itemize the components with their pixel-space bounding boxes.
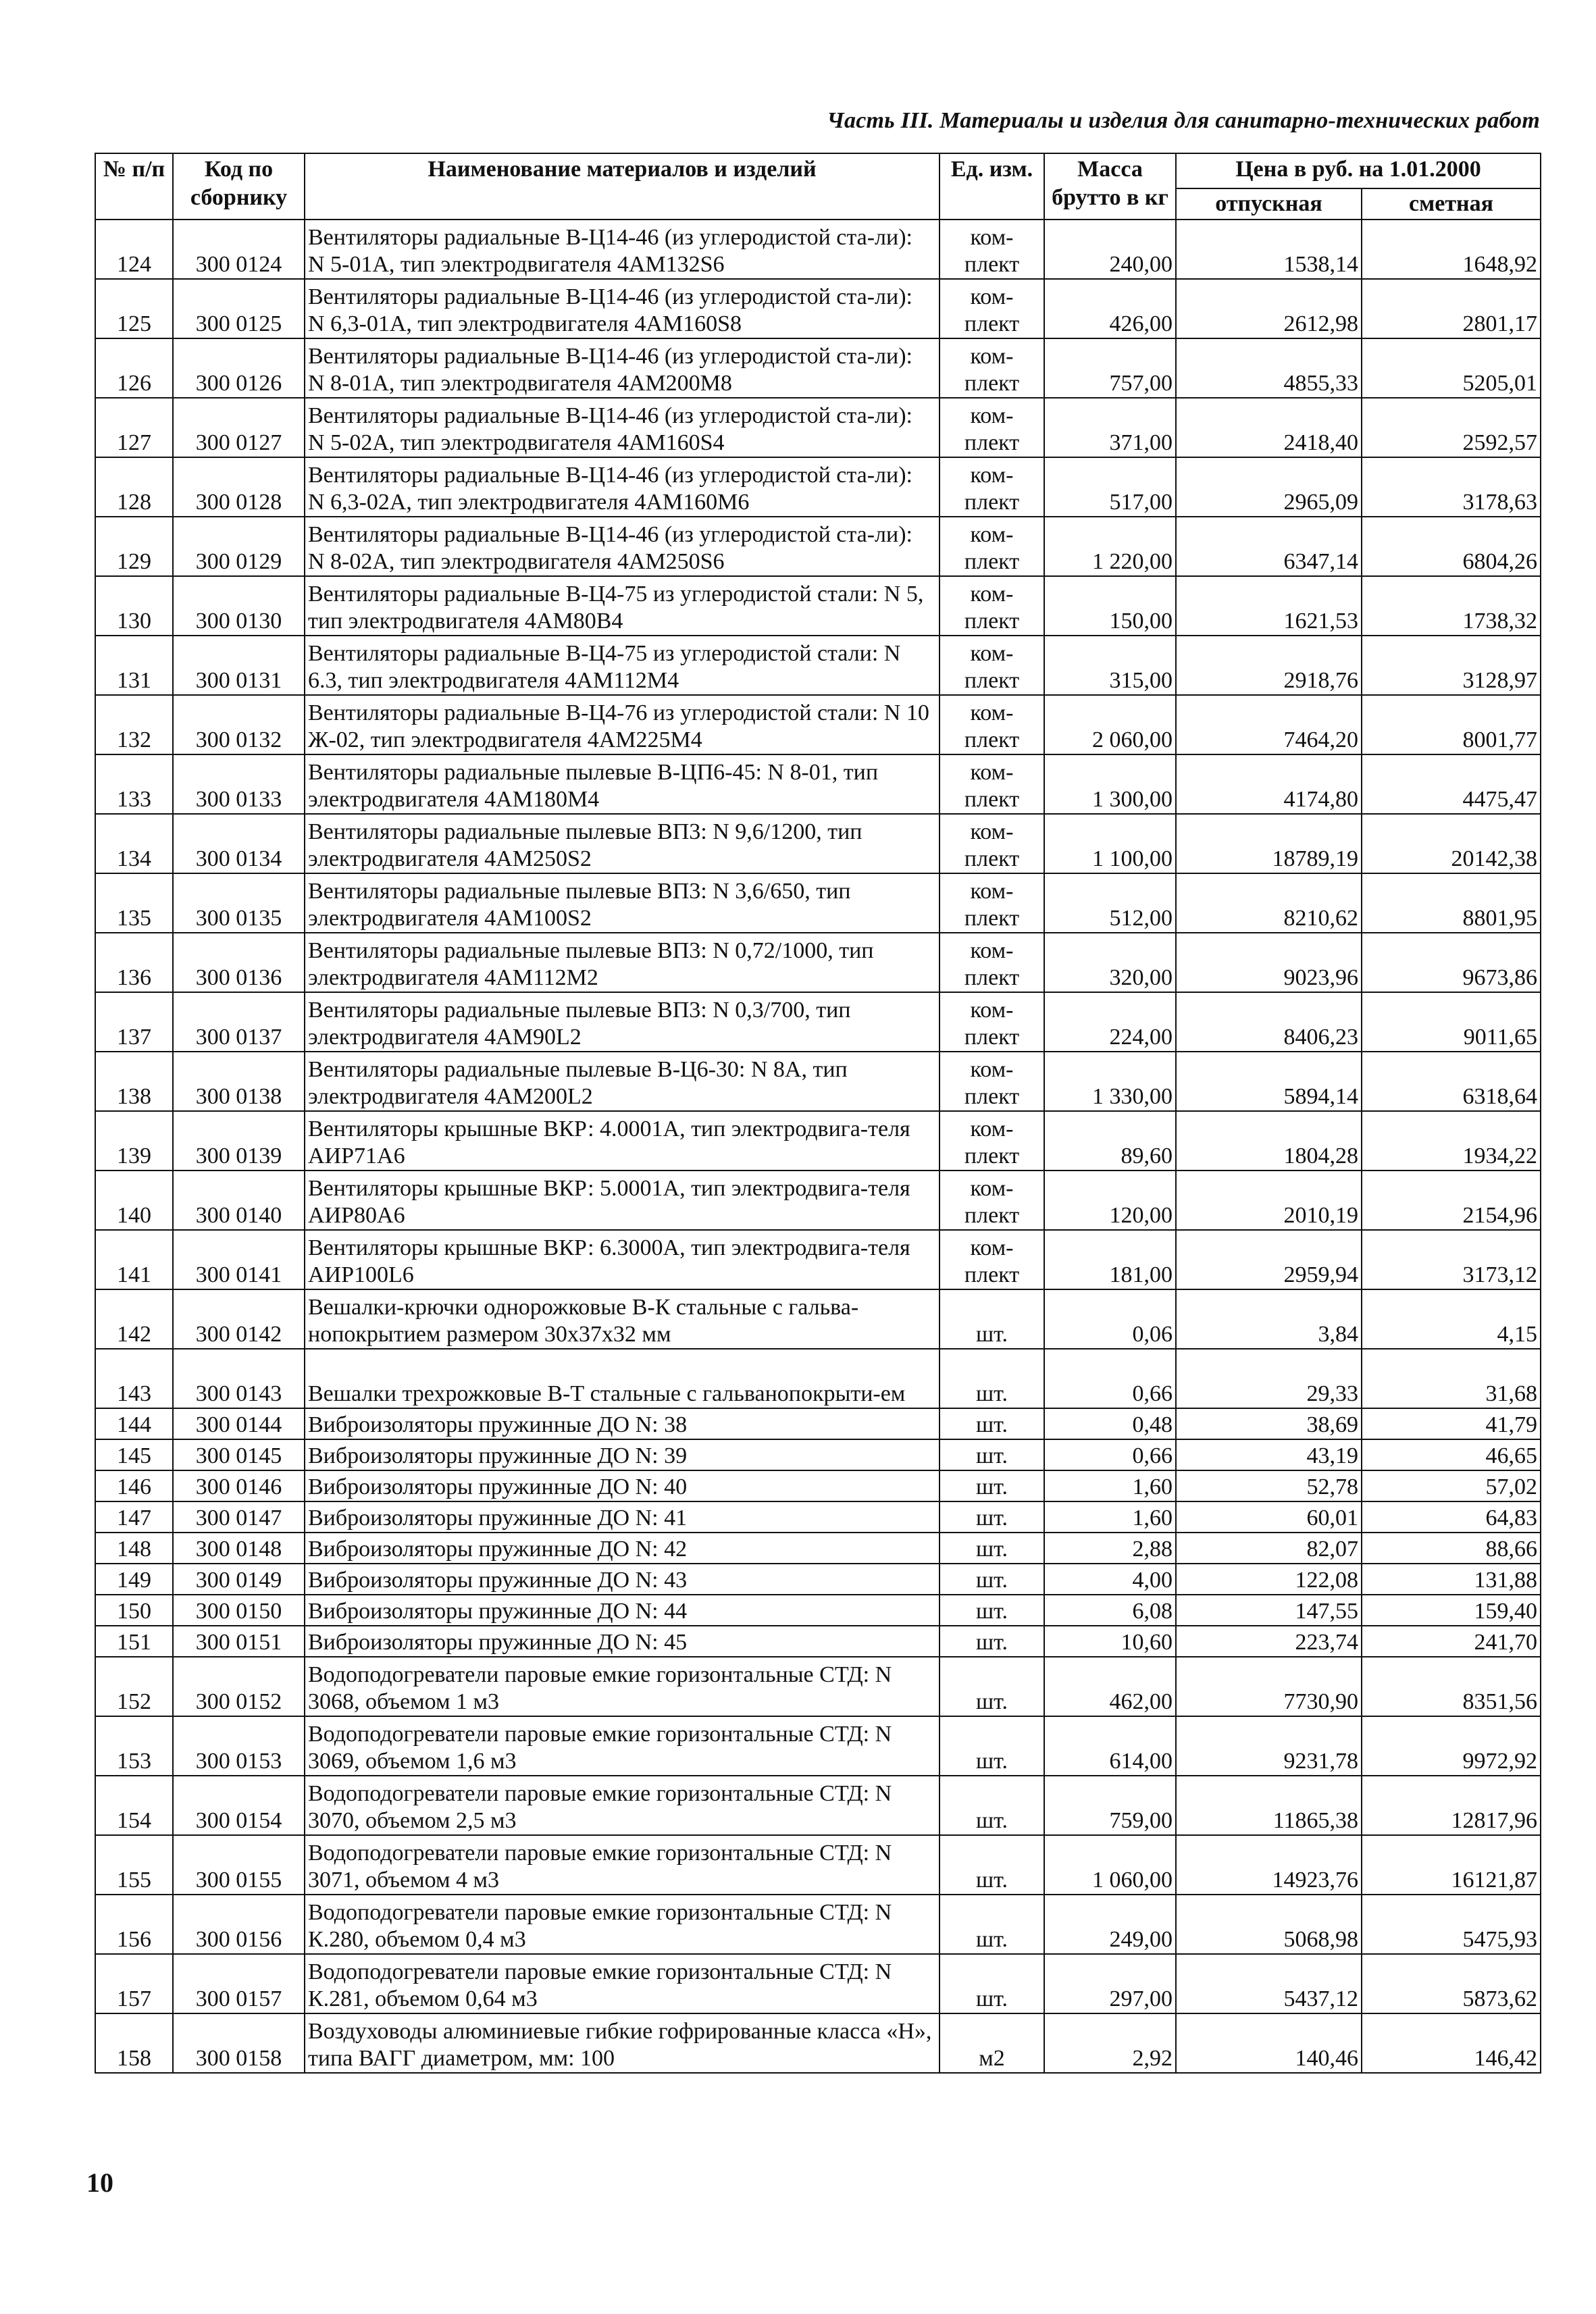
- row-price-release: 2418,40: [1176, 398, 1362, 457]
- row-unit: м2: [939, 2013, 1044, 2073]
- table-row: [95, 1501, 1541, 1533]
- row-mass: 240,00: [1044, 220, 1176, 279]
- row-name: Виброизоляторы пружинные ДО N: 41: [305, 1501, 939, 1533]
- header-name: Наименование материалов и изделий: [305, 153, 939, 220]
- row-price-estimate: 64,83: [1362, 1501, 1541, 1533]
- row-price-release: 2010,19: [1176, 1171, 1362, 1230]
- row-code: 300 0138: [173, 1052, 305, 1111]
- row-price-release: 5894,14: [1176, 1052, 1362, 1111]
- row-name: Виброизоляторы пружинные ДО N: 39: [305, 1439, 939, 1470]
- table-row: [95, 1171, 1541, 1230]
- row-code: 300 0134: [173, 814, 305, 873]
- row-price-release: 223,74: [1176, 1626, 1362, 1657]
- row-price-release: 5068,98: [1176, 1895, 1362, 1954]
- table-row: [95, 1564, 1541, 1595]
- table-row: [95, 1657, 1541, 1716]
- row-price-release: 5437,12: [1176, 1954, 1362, 2013]
- row-price-estimate: 5475,93: [1362, 1895, 1541, 1954]
- row-unit: шт.: [939, 1289, 1044, 1349]
- row-price-release: 147,55: [1176, 1595, 1362, 1626]
- row-mass: 1 220,00: [1044, 517, 1176, 576]
- row-code: 300 0124: [173, 220, 305, 279]
- row-price-estimate: 9673,86: [1362, 933, 1541, 992]
- row-number: 128: [95, 457, 173, 517]
- row-price-estimate: 8801,95: [1362, 873, 1541, 933]
- header-code: Код по сборнику: [173, 153, 305, 220]
- row-name: Водоподогреватели паровые емкие горизонтальные СТД: N 3069, объемом 1,6 м3: [305, 1716, 939, 1776]
- header-price-estimate: сметная: [1362, 188, 1541, 220]
- header-mass: Масса брутто в кг: [1044, 153, 1176, 220]
- row-code: 300 0150: [173, 1595, 305, 1626]
- row-name: Виброизоляторы пружинные ДО N: 43: [305, 1564, 939, 1595]
- row-code: 300 0154: [173, 1776, 305, 1835]
- row-mass: 120,00: [1044, 1171, 1176, 1230]
- row-code: 300 0145: [173, 1439, 305, 1470]
- row-price-estimate: 1934,22: [1362, 1111, 1541, 1171]
- row-code: 300 0143: [173, 1349, 305, 1408]
- row-code: 300 0128: [173, 457, 305, 517]
- row-unit: шт.: [939, 1716, 1044, 1776]
- row-unit: шт.: [939, 1470, 1044, 1501]
- row-name: Вентиляторы радиальные пылевые ВП3: N 0,3/700, тип электродвигателя 4АМ90L2: [305, 992, 939, 1052]
- header-price: Цена в руб. на 1.01.2000: [1176, 153, 1541, 188]
- row-unit: ком-плект: [939, 754, 1044, 814]
- row-unit: ком-плект: [939, 220, 1044, 279]
- row-number: 127: [95, 398, 173, 457]
- row-number: 130: [95, 576, 173, 636]
- row-unit: ком-плект: [939, 398, 1044, 457]
- row-unit: ком-плект: [939, 1230, 1044, 1289]
- row-mass: 1 100,00: [1044, 814, 1176, 873]
- row-code: 300 0139: [173, 1111, 305, 1171]
- row-price-release: 38,69: [1176, 1408, 1362, 1439]
- row-number: 133: [95, 754, 173, 814]
- row-number: 132: [95, 695, 173, 754]
- row-number: 131: [95, 636, 173, 695]
- materials-table: [95, 153, 1541, 2074]
- row-name: Вешалки-крючки однорожковые В-К стальные с гальва-нопокрытием размером 30х37х32 мм: [305, 1289, 939, 1349]
- row-price-estimate: 4,15: [1362, 1289, 1541, 1349]
- table-row: [95, 1349, 1541, 1408]
- row-code: 300 0126: [173, 338, 305, 398]
- row-price-release: 3,84: [1176, 1289, 1362, 1349]
- table-row: [95, 1408, 1541, 1439]
- row-price-estimate: 159,40: [1362, 1595, 1541, 1626]
- table-row: [95, 1470, 1541, 1501]
- row-mass: 224,00: [1044, 992, 1176, 1052]
- row-price-estimate: 6318,64: [1362, 1052, 1541, 1111]
- row-code: 300 0130: [173, 576, 305, 636]
- row-mass: 2,88: [1044, 1533, 1176, 1564]
- row-price-estimate: 46,65: [1362, 1439, 1541, 1470]
- row-number: 157: [95, 1954, 173, 2013]
- row-name: Водоподогреватели паровые емкие горизонтальные СТД: N К.281, объемом 0,64 м3: [305, 1954, 939, 2013]
- row-price-release: 4174,80: [1176, 754, 1362, 814]
- row-number: 125: [95, 279, 173, 338]
- row-mass: 2,92: [1044, 2013, 1176, 2073]
- row-price-release: 2612,98: [1176, 279, 1362, 338]
- table-row: [95, 517, 1541, 576]
- row-number: 140: [95, 1171, 173, 1230]
- row-unit: ком-плект: [939, 1111, 1044, 1171]
- row-code: 300 0151: [173, 1626, 305, 1657]
- row-price-release: 1538,14: [1176, 220, 1362, 279]
- row-price-release: 2959,94: [1176, 1230, 1362, 1289]
- row-price-estimate: 2592,57: [1362, 398, 1541, 457]
- row-unit: ком-плект: [939, 873, 1044, 933]
- row-number: 144: [95, 1408, 173, 1439]
- row-mass: 1 060,00: [1044, 1835, 1176, 1895]
- row-price-release: 1804,28: [1176, 1111, 1362, 1171]
- row-number: 151: [95, 1626, 173, 1657]
- header-unit: Ед. изм.: [939, 153, 1044, 220]
- row-price-estimate: 9011,65: [1362, 992, 1541, 1052]
- row-mass: 150,00: [1044, 576, 1176, 636]
- row-price-estimate: 2154,96: [1362, 1171, 1541, 1230]
- row-code: 300 0137: [173, 992, 305, 1052]
- row-unit: шт.: [939, 1501, 1044, 1533]
- row-unit: ком-плект: [939, 933, 1044, 992]
- table-header: [95, 153, 1541, 220]
- row-code: 300 0136: [173, 933, 305, 992]
- row-price-estimate: 57,02: [1362, 1470, 1541, 1501]
- row-name: Вентиляторы радиальные В-Ц4-75 из углеродистой стали: N 5, тип электродвигателя 4АМ80В4: [305, 576, 939, 636]
- row-mass: 181,00: [1044, 1230, 1176, 1289]
- row-price-estimate: 241,70: [1362, 1626, 1541, 1657]
- row-number: 158: [95, 2013, 173, 2073]
- table-row: [95, 576, 1541, 636]
- row-code: 300 0158: [173, 2013, 305, 2073]
- row-price-estimate: 5205,01: [1362, 338, 1541, 398]
- table-row: [95, 1835, 1541, 1895]
- row-mass: 0,66: [1044, 1439, 1176, 1470]
- header-num: № п/п: [95, 153, 173, 220]
- row-unit: шт.: [939, 1776, 1044, 1835]
- row-name: Водоподогреватели паровые емкие горизонтальные СТД: N К.280, объемом 0,4 м3: [305, 1895, 939, 1954]
- row-mass: 89,60: [1044, 1111, 1176, 1171]
- row-number: 150: [95, 1595, 173, 1626]
- row-code: 300 0140: [173, 1171, 305, 1230]
- row-price-estimate: 3178,63: [1362, 457, 1541, 517]
- row-number: 126: [95, 338, 173, 398]
- row-code: 300 0125: [173, 279, 305, 338]
- row-price-estimate: 4475,47: [1362, 754, 1541, 814]
- row-mass: 614,00: [1044, 1716, 1176, 1776]
- row-code: 300 0135: [173, 873, 305, 933]
- row-code: 300 0146: [173, 1470, 305, 1501]
- row-code: 300 0129: [173, 517, 305, 576]
- row-number: 124: [95, 220, 173, 279]
- table-row: [95, 1595, 1541, 1626]
- row-code: 300 0132: [173, 695, 305, 754]
- table-row: [95, 1895, 1541, 1954]
- row-name: Вентиляторы радиальные пылевые В-Ц6-30: N 8А, тип электродвигателя 4АМ200L2: [305, 1052, 939, 1111]
- row-name: Водоподогреватели паровые емкие горизонтальные СТД: N 3068, объемом 1 м3: [305, 1657, 939, 1716]
- row-name: Водоподогреватели паровые емкие горизонтальные СТД: N 3071, объемом 4 м3: [305, 1835, 939, 1895]
- row-price-estimate: 9972,92: [1362, 1716, 1541, 1776]
- row-number: 145: [95, 1439, 173, 1470]
- row-price-estimate: 31,68: [1362, 1349, 1541, 1408]
- row-name: Вентиляторы радиальные В-Ц14-46 (из углеродистой ста-ли): N 5-02А, тип электродвигателя 4АМ160S4: [305, 398, 939, 457]
- row-number: 146: [95, 1470, 173, 1501]
- row-name: Вентиляторы радиальные пылевые ВП3: N 3,6/650, тип электродвигателя 4АМ100S2: [305, 873, 939, 933]
- row-name: Вентиляторы радиальные В-Ц14-46 (из углеродистой ста-ли): N 6,3-02А, тип электродвигателя 4АМ160М6: [305, 457, 939, 517]
- table-row: [95, 695, 1541, 754]
- row-unit: ком-плект: [939, 517, 1044, 576]
- row-mass: 0,66: [1044, 1349, 1176, 1408]
- row-price-release: 82,07: [1176, 1533, 1362, 1564]
- row-name: Вентиляторы крышные ВКР: 6.3000А, тип электродвига-теля АИР100L6: [305, 1230, 939, 1289]
- row-name: Вентиляторы крышные ВКР: 5.0001А, тип электродвига-теля АИР80А6: [305, 1171, 939, 1230]
- table-row: [95, 1776, 1541, 1835]
- row-price-release: 1621,53: [1176, 576, 1362, 636]
- row-number: 155: [95, 1835, 173, 1895]
- table-row: [95, 992, 1541, 1052]
- table-row: [95, 814, 1541, 873]
- row-price-release: 29,33: [1176, 1349, 1362, 1408]
- row-code: 300 0148: [173, 1533, 305, 1564]
- header-price-release: отпускная: [1176, 188, 1362, 220]
- row-name: Виброизоляторы пружинные ДО N: 40: [305, 1470, 939, 1501]
- table-row: [95, 1626, 1541, 1657]
- row-price-release: 140,46: [1176, 2013, 1362, 2073]
- row-price-release: 2965,09: [1176, 457, 1362, 517]
- row-number: 137: [95, 992, 173, 1052]
- table-row: [95, 1954, 1541, 2013]
- row-number: 152: [95, 1657, 173, 1716]
- row-mass: 1,60: [1044, 1501, 1176, 1533]
- table-row: [95, 636, 1541, 695]
- row-code: 300 0142: [173, 1289, 305, 1349]
- row-price-estimate: 131,88: [1362, 1564, 1541, 1595]
- row-price-estimate: 8001,77: [1362, 695, 1541, 754]
- row-price-estimate: 3173,12: [1362, 1230, 1541, 1289]
- page-header: Часть III. Материалы и изделия для санитарно-технических работ: [827, 108, 1540, 133]
- row-mass: 1 300,00: [1044, 754, 1176, 814]
- row-mass: 0,06: [1044, 1289, 1176, 1349]
- row-price-estimate: 88,66: [1362, 1533, 1541, 1564]
- row-name: Виброизоляторы пружинные ДО N: 45: [305, 1626, 939, 1657]
- row-mass: 371,00: [1044, 398, 1176, 457]
- row-name: Вентиляторы радиальные В-Ц14-46 (из углеродистой ста-ли): N 8-01А, тип электродвигателя 4АМ200М8: [305, 338, 939, 398]
- row-mass: 759,00: [1044, 1776, 1176, 1835]
- table-row: [95, 933, 1541, 992]
- row-mass: 757,00: [1044, 338, 1176, 398]
- row-price-release: 8210,62: [1176, 873, 1362, 933]
- row-price-release: 6347,14: [1176, 517, 1362, 576]
- row-price-estimate: 5873,62: [1362, 1954, 1541, 2013]
- row-number: 136: [95, 933, 173, 992]
- row-price-release: 9231,78: [1176, 1716, 1362, 1776]
- row-price-release: 2918,76: [1176, 636, 1362, 695]
- row-price-release: 43,19: [1176, 1439, 1362, 1470]
- row-price-estimate: 1738,32: [1362, 576, 1541, 636]
- row-name: Вентиляторы радиальные В-Ц14-46 (из углеродистой ста-ли): N 5-01А, тип электродвигателя 4АМ132S6: [305, 220, 939, 279]
- row-price-estimate: 12817,96: [1362, 1776, 1541, 1835]
- row-code: 300 0152: [173, 1657, 305, 1716]
- row-unit: шт.: [939, 1626, 1044, 1657]
- row-price-estimate: 41,79: [1362, 1408, 1541, 1439]
- table-row: [95, 1289, 1541, 1349]
- row-number: 153: [95, 1716, 173, 1776]
- table-row: [95, 1111, 1541, 1171]
- table-row: [95, 2013, 1541, 2073]
- row-name: Вешалки трехрожковые В-Т стальные с гальванопокрыти-ем: [305, 1349, 939, 1408]
- row-mass: 249,00: [1044, 1895, 1176, 1954]
- row-mass: 0,48: [1044, 1408, 1176, 1439]
- row-unit: шт.: [939, 1595, 1044, 1626]
- row-mass: 1,60: [1044, 1470, 1176, 1501]
- row-number: 138: [95, 1052, 173, 1111]
- row-unit: шт.: [939, 1408, 1044, 1439]
- row-number: 135: [95, 873, 173, 933]
- row-price-estimate: 20142,38: [1362, 814, 1541, 873]
- row-number: 143: [95, 1349, 173, 1408]
- row-mass: 320,00: [1044, 933, 1176, 992]
- row-code: 300 0127: [173, 398, 305, 457]
- row-unit: шт.: [939, 1533, 1044, 1564]
- row-number: 142: [95, 1289, 173, 1349]
- row-name: Вентиляторы радиальные пылевые В-ЦП6-45: N 8-01, тип электродвигателя 4АМ180М4: [305, 754, 939, 814]
- row-unit: ком-плект: [939, 338, 1044, 398]
- row-number: 156: [95, 1895, 173, 1954]
- row-price-release: 7730,90: [1176, 1657, 1362, 1716]
- row-price-estimate: 3128,97: [1362, 636, 1541, 695]
- row-unit: ком-плект: [939, 1171, 1044, 1230]
- row-number: 154: [95, 1776, 173, 1835]
- row-price-release: 18789,19: [1176, 814, 1362, 873]
- table-row: [95, 1716, 1541, 1776]
- row-price-release: 52,78: [1176, 1470, 1362, 1501]
- row-mass: 297,00: [1044, 1954, 1176, 2013]
- row-mass: 6,08: [1044, 1595, 1176, 1626]
- row-number: 141: [95, 1230, 173, 1289]
- row-number: 139: [95, 1111, 173, 1171]
- row-unit: ком-плект: [939, 992, 1044, 1052]
- table-row: [95, 1230, 1541, 1289]
- row-code: 300 0131: [173, 636, 305, 695]
- row-unit: ком-плект: [939, 1052, 1044, 1111]
- table-row: [95, 873, 1541, 933]
- row-price-estimate: 146,42: [1362, 2013, 1541, 2073]
- row-unit: ком-плект: [939, 279, 1044, 338]
- row-number: 148: [95, 1533, 173, 1564]
- row-mass: 10,60: [1044, 1626, 1176, 1657]
- row-price-release: 4855,33: [1176, 338, 1362, 398]
- row-number: 134: [95, 814, 173, 873]
- row-price-estimate: 16121,87: [1362, 1835, 1541, 1895]
- row-unit: шт.: [939, 1439, 1044, 1470]
- row-name: Вентиляторы радиальные В-Ц4-75 из углеродистой стали: N 6.3, тип электродвигателя 4АМ112М4: [305, 636, 939, 695]
- row-name: Водоподогреватели паровые емкие горизонтальные СТД: N 3070, объемом 2,5 м3: [305, 1776, 939, 1835]
- row-price-estimate: 8351,56: [1362, 1657, 1541, 1716]
- row-price-release: 9023,96: [1176, 933, 1362, 992]
- row-name: Виброизоляторы пружинные ДО N: 42: [305, 1533, 939, 1564]
- row-name: Виброизоляторы пружинные ДО N: 44: [305, 1595, 939, 1626]
- row-code: 300 0147: [173, 1501, 305, 1533]
- row-unit: шт.: [939, 1564, 1044, 1595]
- row-mass: 2 060,00: [1044, 695, 1176, 754]
- row-code: 300 0157: [173, 1954, 305, 2013]
- row-price-estimate: 1648,92: [1362, 220, 1541, 279]
- row-name: Вентиляторы радиальные В-Ц14-46 (из углеродистой ста-ли): N 8-02А, тип электродвигателя 4АМ250S6: [305, 517, 939, 576]
- row-price-release: 60,01: [1176, 1501, 1362, 1533]
- row-price-release: 14923,76: [1176, 1835, 1362, 1895]
- row-mass: 512,00: [1044, 873, 1176, 933]
- row-name: Вентиляторы радиальные В-Ц4-76 из углеродистой стали: N 10 Ж-02, тип электродвигателя 4АМ225М4: [305, 695, 939, 754]
- row-name: Виброизоляторы пружинные ДО N: 38: [305, 1408, 939, 1439]
- row-unit: ком-плект: [939, 457, 1044, 517]
- row-code: 300 0153: [173, 1716, 305, 1776]
- row-unit: ком-плект: [939, 814, 1044, 873]
- row-mass: 462,00: [1044, 1657, 1176, 1716]
- row-unit: ком-плект: [939, 576, 1044, 636]
- row-mass: 426,00: [1044, 279, 1176, 338]
- row-mass: 1 330,00: [1044, 1052, 1176, 1111]
- row-code: 300 0141: [173, 1230, 305, 1289]
- row-unit: ком-плект: [939, 636, 1044, 695]
- row-unit: шт.: [939, 1835, 1044, 1895]
- table-row: [95, 1052, 1541, 1111]
- table-row: [95, 457, 1541, 517]
- table-row: [95, 754, 1541, 814]
- row-name: Воздуховоды алюминиевые гибкие гофрированные класса «Н», типа ВАГГ диаметром, мм: 100: [305, 2013, 939, 2073]
- row-code: 300 0133: [173, 754, 305, 814]
- row-price-release: 11865,38: [1176, 1776, 1362, 1835]
- table-row: [95, 279, 1541, 338]
- row-unit: шт.: [939, 1895, 1044, 1954]
- row-number: 149: [95, 1564, 173, 1595]
- row-unit: шт.: [939, 1657, 1044, 1716]
- page-number: 10: [86, 2167, 113, 2198]
- row-mass: 315,00: [1044, 636, 1176, 695]
- row-price-release: 122,08: [1176, 1564, 1362, 1595]
- row-code: 300 0149: [173, 1564, 305, 1595]
- row-mass: 4,00: [1044, 1564, 1176, 1595]
- row-name: Вентиляторы радиальные В-Ц14-46 (из углеродистой ста-ли): N 6,3-01А, тип электродвигателя 4АМ160S8: [305, 279, 939, 338]
- row-unit: шт.: [939, 1349, 1044, 1408]
- row-name: Вентиляторы радиальные пылевые ВП3: N 9,6/1200, тип электродвигателя 4АМ250S2: [305, 814, 939, 873]
- row-mass: 517,00: [1044, 457, 1176, 517]
- row-unit: ком-плект: [939, 695, 1044, 754]
- row-number: 147: [95, 1501, 173, 1533]
- row-number: 129: [95, 517, 173, 576]
- table-row: [95, 1533, 1541, 1564]
- row-code: 300 0144: [173, 1408, 305, 1439]
- row-unit: шт.: [939, 1954, 1044, 2013]
- row-name: Вентиляторы радиальные пылевые ВП3: N 0,72/1000, тип электродвигателя 4АМ112М2: [305, 933, 939, 992]
- row-code: 300 0156: [173, 1895, 305, 1954]
- table-body: [95, 220, 1541, 2073]
- row-price-estimate: 6804,26: [1362, 517, 1541, 576]
- row-name: Вентиляторы крышные ВКР: 4.0001А, тип электродвига-теля АИР71А6: [305, 1111, 939, 1171]
- table-row: [95, 1439, 1541, 1470]
- row-price-estimate: 2801,17: [1362, 279, 1541, 338]
- table-row: [95, 398, 1541, 457]
- row-price-release: 7464,20: [1176, 695, 1362, 754]
- table-row: [95, 338, 1541, 398]
- table-row: [95, 220, 1541, 279]
- row-price-release: 8406,23: [1176, 992, 1362, 1052]
- row-code: 300 0155: [173, 1835, 305, 1895]
